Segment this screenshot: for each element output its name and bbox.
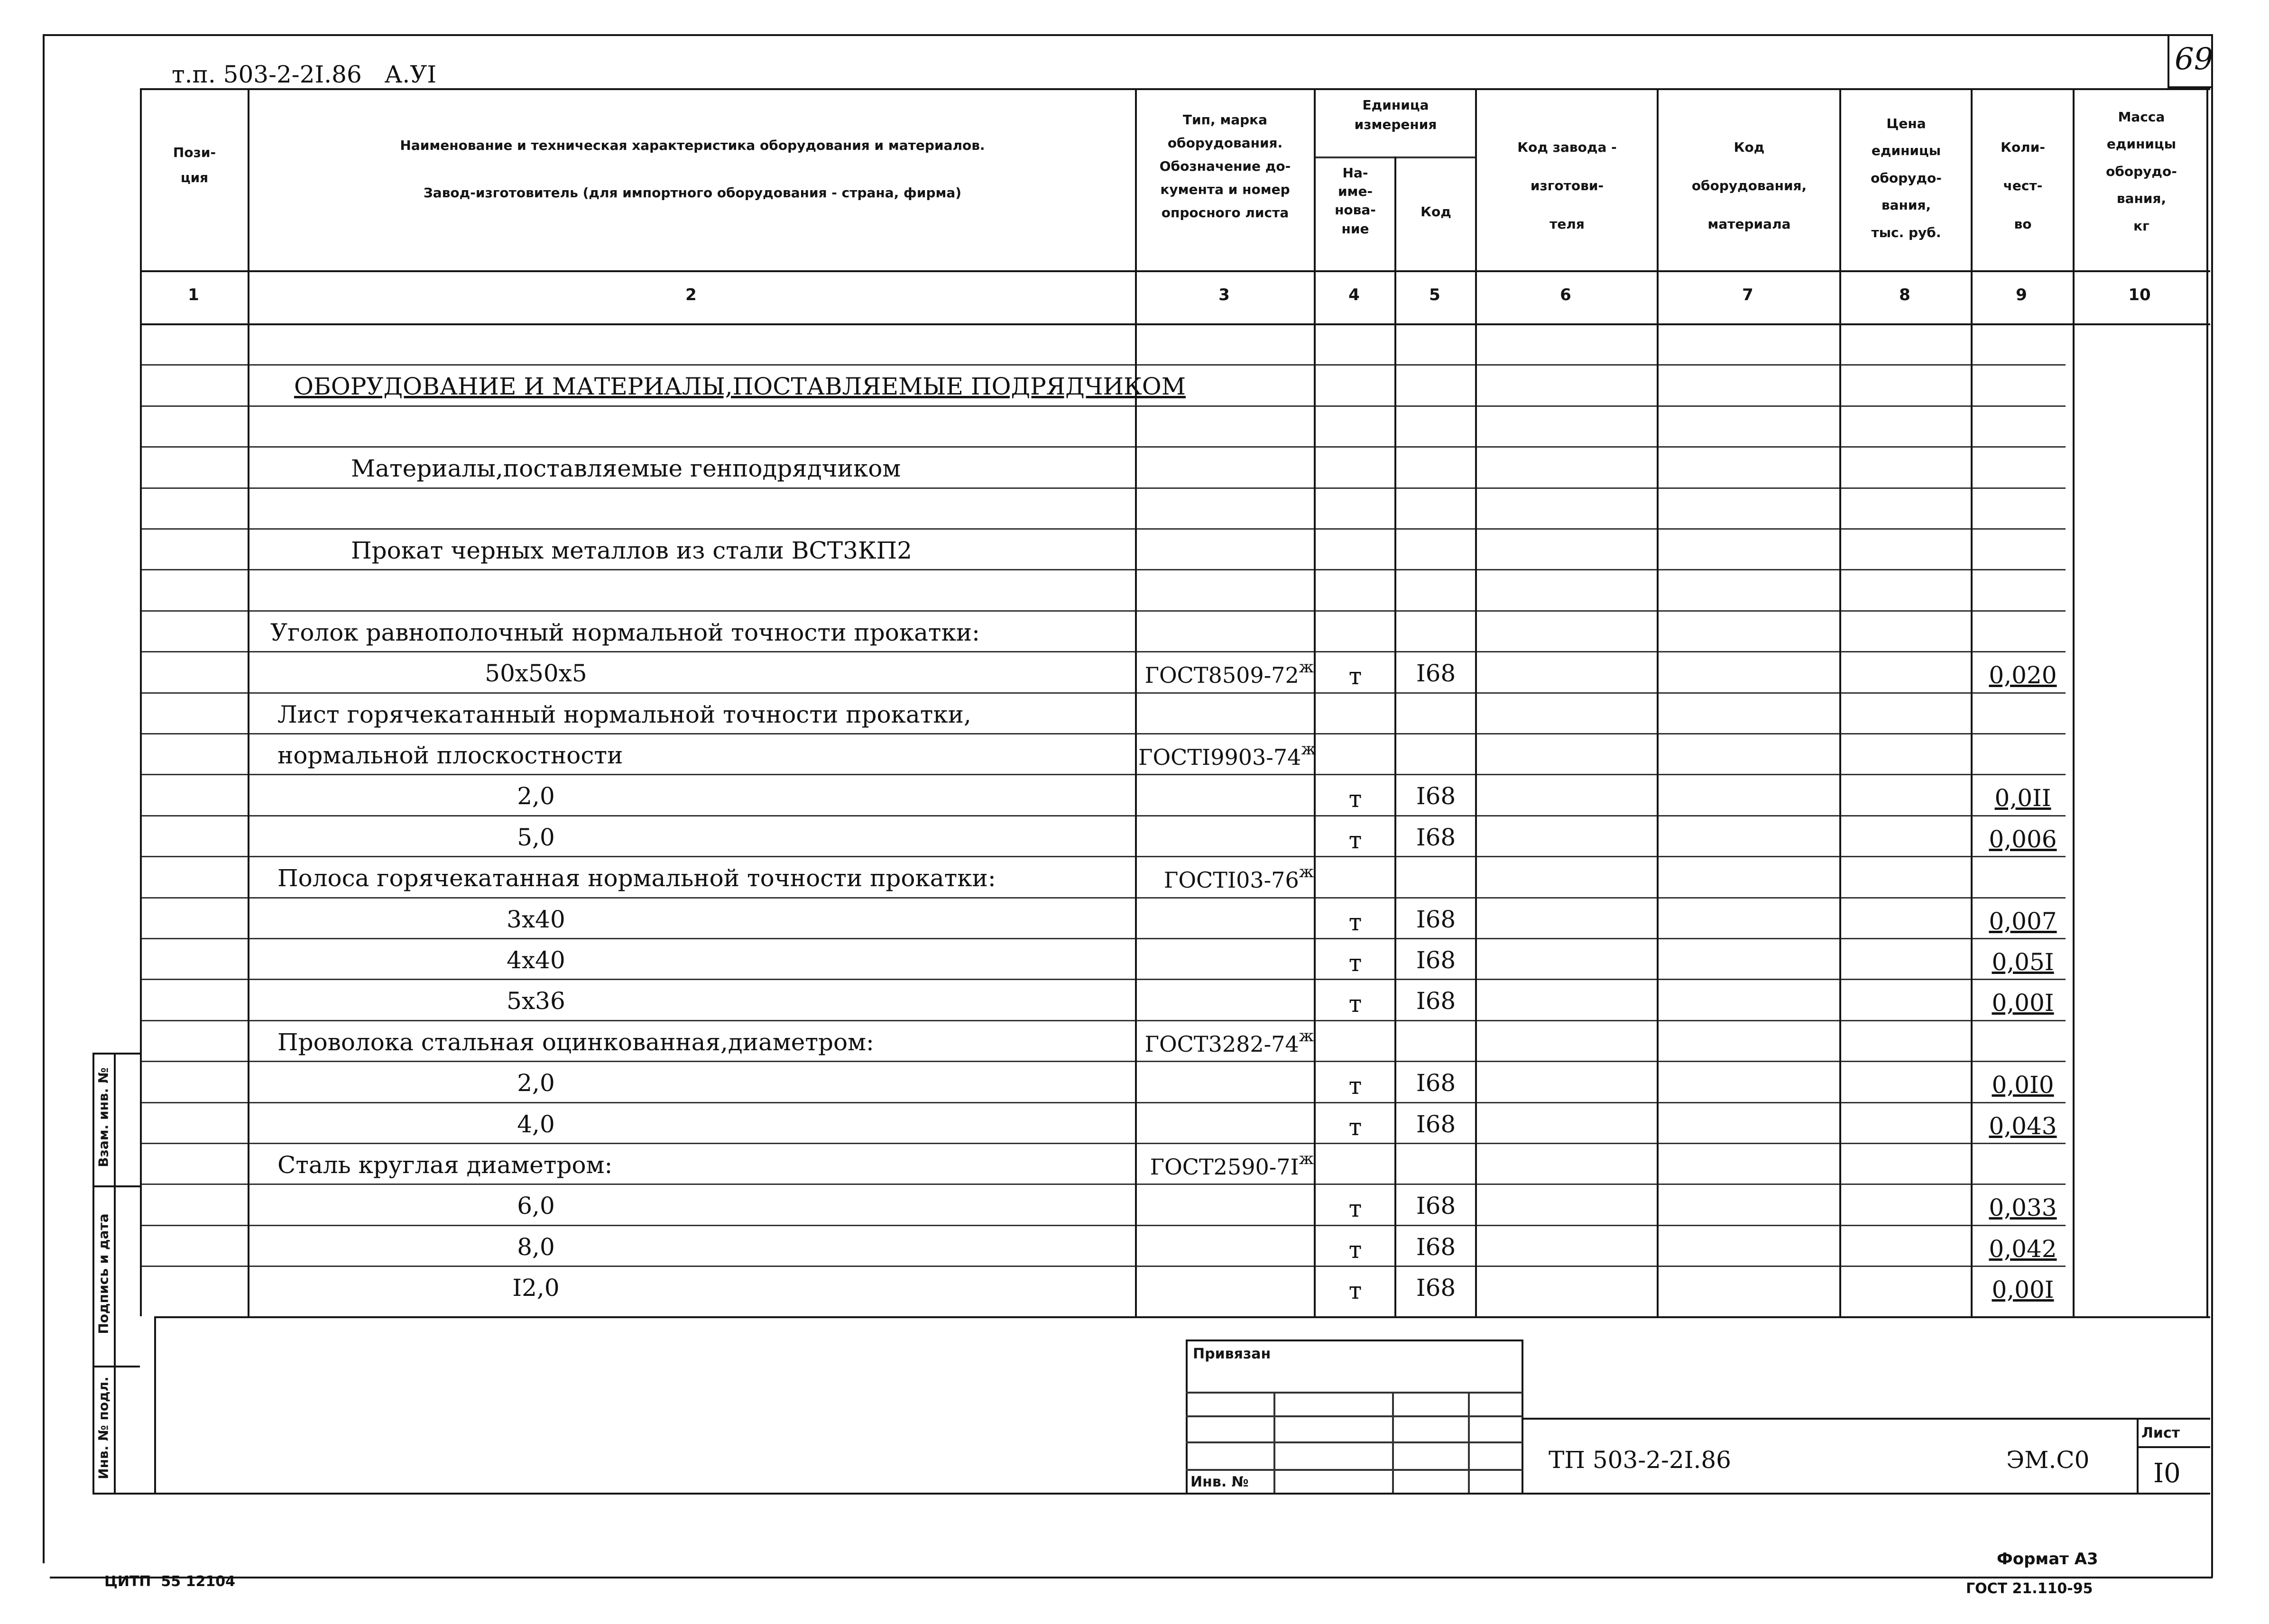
row-quantity: 0,007: [1989, 907, 2057, 935]
table-row: [0, 692, 2229, 733]
row-unit: т: [1348, 990, 1362, 1018]
row-unit-code: I68: [1416, 905, 1456, 933]
column-number-6: 6: [1560, 285, 1571, 304]
format-label: Формат А3: [1997, 1550, 2098, 1569]
column-number-10: 10: [2128, 285, 2151, 304]
row-document-mark: ж: [1301, 740, 1316, 759]
column-number-3: 3: [1218, 285, 1230, 304]
column-number-4: 4: [1348, 285, 1360, 304]
row-document-text: ГОСТ3282-74: [1144, 1031, 1299, 1057]
row-document-text: ГОСТ2590-7I: [1150, 1154, 1299, 1180]
column-number-2: 2: [685, 285, 697, 304]
header-manufacturer-code: Код завода - изготови- теля: [1517, 139, 1617, 232]
inventory-number-label: Инв. №: [1190, 1474, 1249, 1490]
row-unit: т: [1348, 785, 1362, 813]
document-mark: ЭМ.С0: [2006, 1446, 2090, 1474]
row-unit-code: I68: [1416, 1069, 1456, 1097]
row-unit-code: I68: [1416, 823, 1456, 851]
table-row: [0, 446, 2229, 487]
header-quantity: Коли- чест- во: [2001, 139, 2045, 232]
header-unit-price: Цена единицы оборудо- вания, тыс. руб.: [1871, 116, 1942, 240]
column-number-1: 1: [188, 285, 199, 304]
row-unit-code: I68: [1416, 782, 1456, 810]
row-name: Сталь круглая диаметром:: [277, 1151, 613, 1179]
row-document: [1138, 740, 1314, 770]
row-document-mark: ж: [1299, 1149, 1314, 1168]
row-unit: т: [1348, 949, 1362, 977]
table-row: [0, 610, 2229, 651]
row-name: 2,0: [517, 1069, 555, 1097]
row-name: 4,0: [517, 1110, 555, 1138]
row-name: 2,0: [517, 782, 555, 810]
row-name: Уголок равнополочный нормальной точности прокатки:: [270, 618, 980, 646]
row-name: 5х36: [507, 987, 565, 1015]
header-name-line2: Завод-изготовитель (для импортного оборудования - страна, фирма): [423, 185, 962, 201]
row-unit: т: [1348, 662, 1362, 690]
row-unit: т: [1348, 1277, 1362, 1305]
row-quantity: 0,00I: [1992, 989, 2054, 1017]
row-document: [1138, 1027, 1314, 1057]
table-row: [0, 405, 2229, 446]
table-row: [0, 1266, 2229, 1306]
row-document-mark: ж: [1299, 862, 1314, 882]
row-quantity: 0,00I: [1992, 1276, 2054, 1304]
table-row: [0, 1102, 2229, 1143]
row-unit: т: [1348, 1195, 1362, 1223]
row-unit: т: [1348, 908, 1362, 936]
table-row: [0, 487, 2229, 528]
header-unit-mass: Масса единицы оборудо- вания, кг: [2106, 109, 2177, 234]
table-row: [0, 856, 2229, 897]
header-unit-name: На- име- нова- ние: [1335, 165, 1376, 237]
header-unit-code: Код: [1420, 204, 1451, 220]
row-name: 6,0: [517, 1192, 555, 1220]
table-row: [0, 528, 2229, 569]
table-row: [0, 323, 2229, 364]
row-document: [1138, 658, 1314, 688]
header-name-line1: Наименование и техническая характеристика оборудования и материалов.: [400, 138, 985, 153]
row-quantity: 0,006: [1989, 825, 2057, 853]
row-unit-code: I68: [1416, 1192, 1456, 1220]
table-row: [0, 1020, 2229, 1061]
row-unit: т: [1348, 1072, 1362, 1100]
row-document-text: ГОСТI9903-74: [1138, 744, 1301, 770]
table-row: [0, 1184, 2229, 1224]
table-row: [0, 897, 2229, 938]
header-type-mark: Тип, марка оборудования. Обозначение до- кумента и номер опросного листа: [1159, 112, 1291, 220]
row-quantity: 0,020: [1989, 661, 2057, 689]
row-quantity: 0,042: [1989, 1235, 2057, 1263]
document-top-code: т.п. 503-2-2I.86 А.УI: [172, 61, 437, 88]
column-number-9: 9: [2016, 285, 2027, 304]
row-name: 5,0: [517, 823, 555, 851]
row-name: Полоса горячекатанная нормальной точности прокатки:: [277, 864, 996, 892]
table-row: [0, 815, 2229, 856]
row-name: нормальной плоскостности: [277, 742, 623, 769]
column-number-8: 8: [1899, 285, 1910, 304]
row-unit-code: I68: [1416, 987, 1456, 1015]
row-name: I2,0: [512, 1274, 560, 1302]
table-row: [0, 364, 2229, 405]
row-document: [1138, 862, 1314, 893]
table-row: [0, 1061, 2229, 1101]
privyazan-label: Привязан: [1193, 1346, 1271, 1362]
row-name: 4х40: [507, 946, 565, 974]
header-position: Пози- ция: [173, 145, 216, 186]
sheet-number: I0: [2153, 1458, 2181, 1489]
stamp-code: ЦИТП 55 12104: [104, 1573, 235, 1590]
row-quantity: 0,05I: [1992, 948, 2054, 976]
row-document-text: ГОСТI03-76: [1163, 867, 1299, 893]
row-name: Проволока стальная оцинкованная,диаметром:: [277, 1028, 874, 1056]
row-name: ОБОРУДОВАНИЕ И МАТЕРИАЛЫ,ПОСТАВЛЯЕМЫЕ ПОДРЯДЧИКОМ: [294, 373, 1186, 401]
table-row: [0, 1225, 2229, 1266]
row-document: [1138, 1149, 1314, 1180]
table-row: [0, 651, 2229, 692]
column-number-5: 5: [1429, 285, 1440, 304]
row-unit-code: I68: [1416, 660, 1456, 688]
row-name: 50х50х5: [485, 660, 587, 688]
side-stamp-inv-podl: Инв. № подл.: [95, 1376, 111, 1479]
row-document-text: ГОСТ8509-72: [1144, 662, 1299, 688]
row-name: Прокат черных металлов из стали ВСТ3КП2: [351, 537, 913, 564]
side-stamp-signature-date: Подпись и дата: [95, 1213, 111, 1334]
page-number: 69: [2175, 42, 2214, 77]
row-unit: т: [1348, 1236, 1362, 1264]
row-quantity: 0,033: [1989, 1194, 2057, 1222]
row-unit-code: I68: [1416, 1233, 1456, 1261]
document-code: ТП 503-2-2I.86: [1549, 1446, 1731, 1474]
column-number-7: 7: [1742, 285, 1753, 304]
row-unit: т: [1348, 826, 1362, 854]
side-stamp-replaced-inv: Взам. инв. №: [95, 1067, 111, 1167]
row-unit-code: I68: [1416, 946, 1456, 974]
table-row: [0, 774, 2229, 815]
row-unit-code: I68: [1416, 1110, 1456, 1138]
row-unit: т: [1348, 1113, 1362, 1141]
row-document-mark: ж: [1299, 658, 1314, 677]
row-unit-code: I68: [1416, 1274, 1456, 1302]
row-quantity: 0,0II: [1994, 784, 2051, 812]
row-name: 3х40: [507, 905, 565, 933]
table-row: [0, 979, 2229, 1019]
table-row: [0, 569, 2229, 610]
row-document-mark: ж: [1299, 1026, 1314, 1046]
table-row: [0, 733, 2229, 774]
row-quantity: 0,0I0: [1992, 1071, 2054, 1099]
row-name: Материалы,поставляемые генподрядчиком: [351, 455, 901, 483]
sheet-label: Лист: [2141, 1425, 2180, 1441]
table-row: [0, 1143, 2229, 1184]
row-name: Лист горячекатанный нормальной точности прокатки,: [277, 700, 971, 728]
header-equipment-code: Код оборудования, материала: [1691, 139, 1807, 232]
row-name: 8,0: [517, 1233, 555, 1261]
row-quantity: 0,043: [1989, 1112, 2057, 1140]
gost-footer: ГОСТ 21.110-95: [1966, 1580, 2093, 1596]
header-unit-group: Единица измерения: [1354, 97, 1437, 132]
table-row: [0, 938, 2229, 979]
